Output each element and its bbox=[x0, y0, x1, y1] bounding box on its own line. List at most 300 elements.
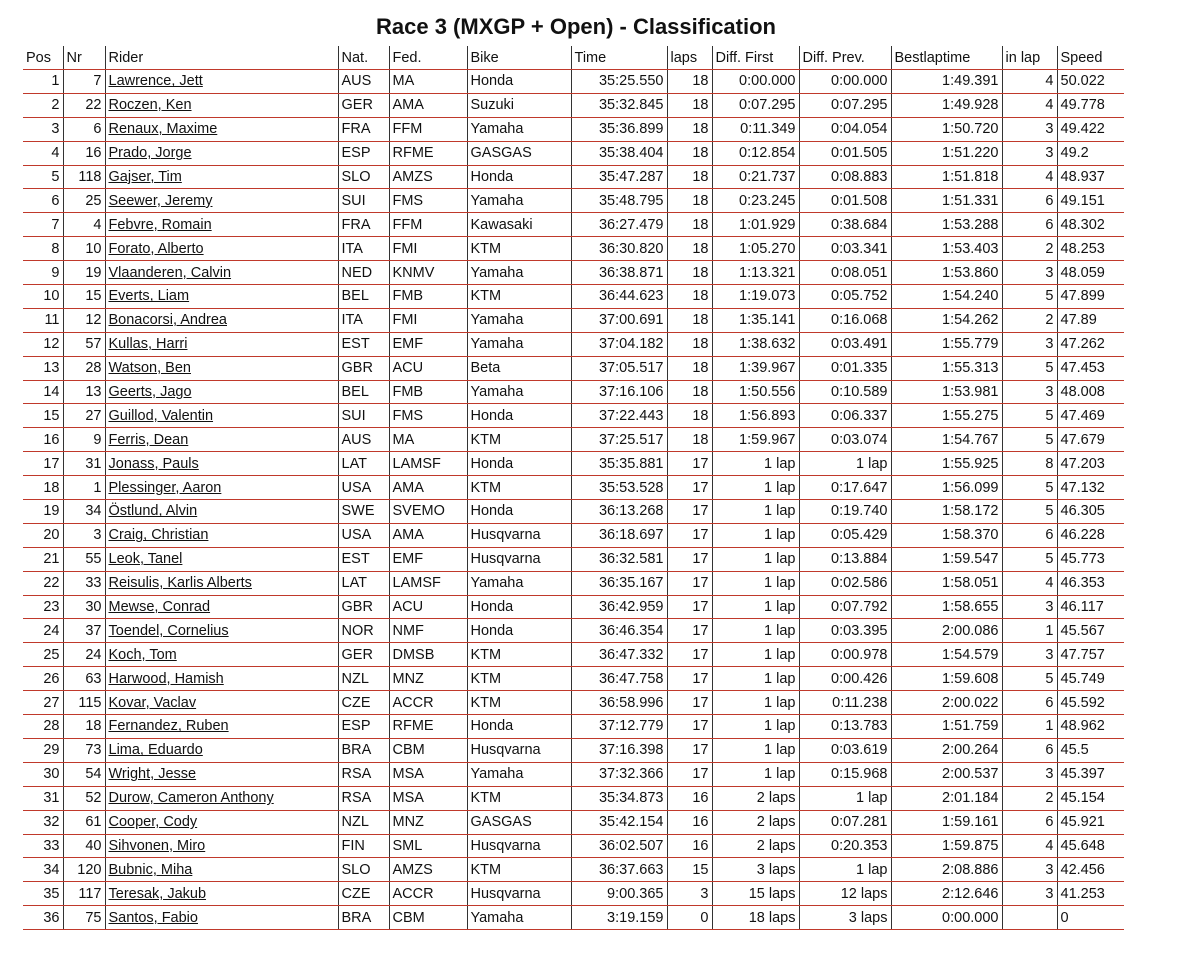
pos-cell: 3 bbox=[23, 117, 63, 141]
fed-cell: LAMSF bbox=[389, 571, 467, 595]
bestlaptime-cell: 1:58.051 bbox=[891, 571, 1002, 595]
table-row bbox=[23, 906, 1124, 930]
pos-cell: 19 bbox=[23, 500, 63, 524]
laps-cell: 18 bbox=[667, 165, 712, 189]
speed-cell: 45.397 bbox=[1057, 762, 1124, 786]
column-header-laps: laps bbox=[667, 46, 712, 70]
bestlaptime-cell: 1:53.288 bbox=[891, 213, 1002, 237]
table-row bbox=[23, 715, 1124, 739]
nat-cell: GER bbox=[338, 93, 389, 117]
table-row bbox=[23, 667, 1124, 691]
in-lap-cell: 3 bbox=[1002, 117, 1057, 141]
in-lap-cell: 5 bbox=[1002, 667, 1057, 691]
fed-cell: ACU bbox=[389, 356, 467, 380]
in-lap-cell: 2 bbox=[1002, 308, 1057, 332]
column-header-pos: Pos bbox=[23, 46, 63, 70]
pos-cell: 5 bbox=[23, 165, 63, 189]
rider-link[interactable]: Gajser, Tim bbox=[108, 169, 182, 185]
rider-link[interactable]: Mewse, Conrad bbox=[108, 599, 211, 616]
pos-cell: 7 bbox=[23, 213, 63, 237]
speed-cell: 48.253 bbox=[1057, 237, 1124, 261]
table-row bbox=[23, 691, 1124, 715]
nr-cell: 120 bbox=[63, 858, 105, 882]
fed-cell: NMF bbox=[389, 619, 467, 643]
table-row bbox=[23, 786, 1124, 810]
diff-first-cell: 18 laps bbox=[712, 906, 799, 930]
bike-cell: Honda bbox=[467, 452, 571, 476]
fed-cell: FMI bbox=[389, 237, 467, 261]
table-row bbox=[23, 858, 1124, 882]
nr-cell: 33 bbox=[63, 571, 105, 595]
table-row bbox=[23, 117, 1124, 141]
diff-first-cell: 1:19.073 bbox=[712, 285, 799, 309]
fed-cell: AMA bbox=[389, 93, 467, 117]
in-lap-cell: 6 bbox=[1002, 523, 1057, 547]
time-cell: 36:38.871 bbox=[571, 261, 667, 285]
in-lap-cell: 5 bbox=[1002, 428, 1057, 452]
pos-cell: 31 bbox=[23, 786, 63, 810]
bike-cell: Honda bbox=[467, 595, 571, 619]
pos-cell: 10 bbox=[23, 285, 63, 309]
in-lap-cell: 3 bbox=[1002, 261, 1057, 285]
rider-cell bbox=[105, 834, 338, 858]
pos-cell: 18 bbox=[23, 476, 63, 500]
time-cell: 35:53.528 bbox=[571, 476, 667, 500]
bestlaptime-cell: 2:00.022 bbox=[891, 691, 1002, 715]
rider-cell bbox=[105, 906, 338, 930]
time-cell: 35:42.154 bbox=[571, 810, 667, 834]
rider-link[interactable]: Geerts, Jago bbox=[108, 384, 192, 401]
rider-link[interactable]: Ferris, Dean bbox=[108, 431, 189, 448]
in-lap-cell: 5 bbox=[1002, 404, 1057, 428]
table-row bbox=[23, 261, 1124, 285]
table-row bbox=[23, 70, 1124, 94]
nr-cell: 34 bbox=[63, 500, 105, 524]
speed-cell: 48.008 bbox=[1057, 380, 1124, 404]
nat-cell: LAT bbox=[338, 571, 389, 595]
table-row bbox=[23, 643, 1124, 667]
column-header-bike: Bike bbox=[467, 46, 571, 70]
in-lap-cell: 1 bbox=[1002, 619, 1057, 643]
laps-cell: 15 bbox=[667, 858, 712, 882]
fed-cell: AMA bbox=[389, 476, 467, 500]
time-cell: 36:18.697 bbox=[571, 523, 667, 547]
nr-cell: 25 bbox=[63, 189, 105, 213]
bike-cell: GASGAS bbox=[467, 141, 571, 165]
bestlaptime-cell: 1:54.767 bbox=[891, 428, 1002, 452]
rider-cell bbox=[105, 786, 338, 810]
speed-cell: 47.757 bbox=[1057, 643, 1124, 667]
diff-first-cell: 2 laps bbox=[712, 810, 799, 834]
laps-cell: 0 bbox=[667, 906, 712, 930]
diff-first-cell: 0:11.349 bbox=[712, 117, 799, 141]
rider-link[interactable]: Prado, Jorge bbox=[108, 145, 192, 162]
rider-link[interactable]: Koch, Tom bbox=[108, 646, 177, 663]
diff-prev-cell: 0:05.752 bbox=[799, 285, 891, 309]
nat-cell: USA bbox=[338, 476, 389, 500]
in-lap-cell: 3 bbox=[1002, 595, 1057, 619]
bike-cell: Yamaha bbox=[467, 571, 571, 595]
rider-link[interactable]: Bubnic, Miha bbox=[108, 861, 193, 878]
table-row bbox=[23, 810, 1124, 834]
in-lap-cell bbox=[1002, 906, 1057, 930]
diff-prev-cell: 0:04.054 bbox=[799, 117, 891, 141]
nr-cell: 16 bbox=[63, 141, 105, 165]
laps-cell: 18 bbox=[667, 332, 712, 356]
table-row bbox=[23, 452, 1124, 476]
laps-cell: 18 bbox=[667, 237, 712, 261]
diff-prev-cell: 0:13.884 bbox=[799, 547, 891, 571]
diff-first-cell: 1:38.632 bbox=[712, 332, 799, 356]
rider-link[interactable]: Watson, Ben bbox=[108, 360, 191, 377]
pos-cell: 22 bbox=[23, 571, 63, 595]
table-body bbox=[23, 70, 1124, 930]
rider-link[interactable]: Durow, Cameron Anthony bbox=[108, 790, 274, 807]
rider-link[interactable]: Forato, Alberto bbox=[108, 240, 204, 257]
rider-link[interactable]: Östlund, Alvin bbox=[108, 503, 198, 520]
pos-cell: 28 bbox=[23, 715, 63, 739]
nr-cell: 30 bbox=[63, 595, 105, 619]
nr-cell: 27 bbox=[63, 404, 105, 428]
pos-cell: 4 bbox=[23, 141, 63, 165]
column-header-time: Time bbox=[571, 46, 667, 70]
time-cell: 37:05.517 bbox=[571, 356, 667, 380]
in-lap-cell: 4 bbox=[1002, 165, 1057, 189]
time-cell: 36:02.507 bbox=[571, 834, 667, 858]
diff-prev-cell: 0:20.353 bbox=[799, 834, 891, 858]
rider-link[interactable]: Wright, Jesse bbox=[108, 766, 197, 783]
time-cell: 36:27.479 bbox=[571, 213, 667, 237]
bike-cell: KTM bbox=[467, 643, 571, 667]
time-cell: 37:25.517 bbox=[571, 428, 667, 452]
bike-cell: KTM bbox=[467, 786, 571, 810]
speed-cell: 47.469 bbox=[1057, 404, 1124, 428]
nat-cell: NZL bbox=[338, 667, 389, 691]
in-lap-cell: 5 bbox=[1002, 547, 1057, 571]
diff-prev-cell: 0:01.508 bbox=[799, 189, 891, 213]
nat-cell: BEL bbox=[338, 380, 389, 404]
speed-cell: 48.937 bbox=[1057, 165, 1124, 189]
laps-cell: 18 bbox=[667, 428, 712, 452]
diff-prev-cell: 0:00.426 bbox=[799, 667, 891, 691]
bike-cell: GASGAS bbox=[467, 810, 571, 834]
speed-cell: 50.022 bbox=[1057, 70, 1124, 94]
rider-cell bbox=[105, 237, 338, 261]
pos-cell: 12 bbox=[23, 332, 63, 356]
fed-cell: FMB bbox=[389, 380, 467, 404]
bike-cell: Honda bbox=[467, 70, 571, 94]
nr-cell: 115 bbox=[63, 691, 105, 715]
speed-cell: 49.2 bbox=[1057, 141, 1124, 165]
pos-cell: 34 bbox=[23, 858, 63, 882]
bestlaptime-cell: 2:12.646 bbox=[891, 882, 1002, 906]
laps-cell: 18 bbox=[667, 189, 712, 213]
diff-prev-cell: 0:17.647 bbox=[799, 476, 891, 500]
time-cell: 35:47.287 bbox=[571, 165, 667, 189]
laps-cell: 17 bbox=[667, 500, 712, 524]
rider-cell bbox=[105, 70, 338, 94]
nat-cell: GBR bbox=[338, 356, 389, 380]
rider-cell bbox=[105, 93, 338, 117]
time-cell: 36:44.623 bbox=[571, 285, 667, 309]
nr-cell: 22 bbox=[63, 93, 105, 117]
fed-cell: MA bbox=[389, 428, 467, 452]
diff-first-cell: 1 lap bbox=[712, 715, 799, 739]
bike-cell: Yamaha bbox=[467, 189, 571, 213]
diff-first-cell: 1 lap bbox=[712, 619, 799, 643]
bike-cell: KTM bbox=[467, 476, 571, 500]
pos-cell: 9 bbox=[23, 261, 63, 285]
nr-cell: 31 bbox=[63, 452, 105, 476]
rider-link[interactable]: Everts, Liam bbox=[108, 288, 190, 305]
nr-cell: 13 bbox=[63, 380, 105, 404]
rider-link[interactable]: Harwood, Hamish bbox=[108, 670, 224, 687]
bike-cell: Yamaha bbox=[467, 906, 571, 930]
column-header-diff-first: Diff. First bbox=[712, 46, 799, 70]
rider-link[interactable]: Fernandez, Ruben bbox=[108, 718, 229, 735]
bestlaptime-cell: 1:54.579 bbox=[891, 643, 1002, 667]
table-row bbox=[23, 738, 1124, 762]
diff-prev-cell: 0:05.429 bbox=[799, 523, 891, 547]
time-cell: 3:19.159 bbox=[571, 906, 667, 930]
bike-cell: KTM bbox=[467, 237, 571, 261]
table-row bbox=[23, 237, 1124, 261]
rider-cell bbox=[105, 619, 338, 643]
diff-prev-cell: 0:02.586 bbox=[799, 571, 891, 595]
time-cell: 37:32.366 bbox=[571, 762, 667, 786]
rider-link[interactable]: Roczen, Ken bbox=[108, 97, 192, 114]
rider-link[interactable]: Sihvonen, Miro bbox=[108, 837, 206, 854]
bike-cell: KTM bbox=[467, 285, 571, 309]
rider-cell bbox=[105, 452, 338, 476]
diff-prev-cell: 0:16.068 bbox=[799, 308, 891, 332]
bike-cell: Husqvarna bbox=[467, 738, 571, 762]
time-cell: 35:34.873 bbox=[571, 786, 667, 810]
column-header-bestlaptime: Bestlaptime bbox=[891, 46, 1002, 70]
rider-link[interactable]: Lima, Eduardo bbox=[108, 742, 203, 759]
column-header-speed: Speed bbox=[1057, 46, 1124, 70]
fed-cell: RFME bbox=[389, 141, 467, 165]
rider-link[interactable]: Kullas, Harri bbox=[108, 336, 188, 353]
speed-cell: 48.302 bbox=[1057, 213, 1124, 237]
nr-cell: 75 bbox=[63, 906, 105, 930]
in-lap-cell: 4 bbox=[1002, 70, 1057, 94]
diff-first-cell: 1 lap bbox=[712, 595, 799, 619]
table-row bbox=[23, 571, 1124, 595]
fed-cell: AMA bbox=[389, 523, 467, 547]
rider-cell bbox=[105, 547, 338, 571]
rider-link[interactable]: Seewer, Jeremy bbox=[108, 192, 213, 209]
speed-cell: 49.778 bbox=[1057, 93, 1124, 117]
pos-cell: 33 bbox=[23, 834, 63, 858]
nat-cell: EST bbox=[338, 547, 389, 571]
bike-cell: Yamaha bbox=[467, 261, 571, 285]
bike-cell: KTM bbox=[467, 428, 571, 452]
page-title: Race 3 (MXGP + Open) - Classification bbox=[376, 14, 776, 39]
pos-cell: 21 bbox=[23, 547, 63, 571]
rider-link[interactable]: Cooper, Cody bbox=[108, 814, 198, 831]
pos-cell: 26 bbox=[23, 667, 63, 691]
bestlaptime-cell: 2:00.086 bbox=[891, 619, 1002, 643]
column-header-diff-prev: Diff. Prev. bbox=[799, 46, 891, 70]
fed-cell: FMB bbox=[389, 285, 467, 309]
bike-cell: Kawasaki bbox=[467, 213, 571, 237]
pos-cell: 20 bbox=[23, 523, 63, 547]
table-row bbox=[23, 547, 1124, 571]
time-cell: 37:04.182 bbox=[571, 332, 667, 356]
fed-cell: CBM bbox=[389, 738, 467, 762]
rider-link[interactable]: Guillod, Valentin bbox=[108, 407, 214, 424]
nat-cell: ESP bbox=[338, 141, 389, 165]
pos-cell: 11 bbox=[23, 308, 63, 332]
fed-cell: ACCR bbox=[389, 882, 467, 906]
nat-cell: SWE bbox=[338, 500, 389, 524]
rider-link[interactable]: Kovar, Vaclav bbox=[108, 694, 197, 711]
pos-cell: 13 bbox=[23, 356, 63, 380]
diff-prev-cell: 0:01.335 bbox=[799, 356, 891, 380]
in-lap-cell: 4 bbox=[1002, 834, 1057, 858]
diff-first-cell: 1 lap bbox=[712, 691, 799, 715]
diff-prev-cell: 3 laps bbox=[799, 906, 891, 930]
time-cell: 35:35.881 bbox=[571, 452, 667, 476]
fed-cell: FFM bbox=[389, 117, 467, 141]
in-lap-cell: 5 bbox=[1002, 285, 1057, 309]
table-row bbox=[23, 428, 1124, 452]
bestlaptime-cell: 1:54.262 bbox=[891, 308, 1002, 332]
fed-cell: MSA bbox=[389, 762, 467, 786]
time-cell: 36:13.268 bbox=[571, 500, 667, 524]
time-cell: 36:47.758 bbox=[571, 667, 667, 691]
column-header-rider: Rider bbox=[105, 46, 338, 70]
table-row bbox=[23, 308, 1124, 332]
laps-cell: 16 bbox=[667, 834, 712, 858]
diff-first-cell: 1:13.321 bbox=[712, 261, 799, 285]
laps-cell: 17 bbox=[667, 595, 712, 619]
nat-cell: FRA bbox=[338, 117, 389, 141]
nat-cell: BRA bbox=[338, 906, 389, 930]
rider-link[interactable]: Leok, Tanel bbox=[108, 551, 183, 568]
in-lap-cell: 2 bbox=[1002, 786, 1057, 810]
diff-prev-cell: 0:06.337 bbox=[799, 404, 891, 428]
pos-cell: 23 bbox=[23, 595, 63, 619]
nr-cell: 4 bbox=[63, 213, 105, 237]
rider-link[interactable]: Febvre, Romain bbox=[108, 216, 212, 233]
fed-cell: KNMV bbox=[389, 261, 467, 285]
rider-link[interactable]: Jonass, Pauls bbox=[108, 455, 199, 472]
nat-cell: CZE bbox=[338, 882, 389, 906]
speed-cell: 47.132 bbox=[1057, 476, 1124, 500]
diff-prev-cell: 0:03.074 bbox=[799, 428, 891, 452]
table-row bbox=[23, 476, 1124, 500]
laps-cell: 18 bbox=[667, 380, 712, 404]
diff-first-cell: 1 lap bbox=[712, 500, 799, 524]
bestlaptime-cell: 1:53.860 bbox=[891, 261, 1002, 285]
table-row bbox=[23, 595, 1124, 619]
diff-first-cell: 2 laps bbox=[712, 834, 799, 858]
diff-first-cell: 0:00.000 bbox=[712, 70, 799, 94]
in-lap-cell: 5 bbox=[1002, 476, 1057, 500]
rider-link[interactable]: Renaux, Maxime bbox=[108, 121, 218, 138]
rider-cell bbox=[105, 667, 338, 691]
bike-cell: Honda bbox=[467, 715, 571, 739]
nr-cell: 55 bbox=[63, 547, 105, 571]
nr-cell: 52 bbox=[63, 786, 105, 810]
bestlaptime-cell: 2:00.537 bbox=[891, 762, 1002, 786]
pos-cell: 30 bbox=[23, 762, 63, 786]
pos-cell: 24 bbox=[23, 619, 63, 643]
in-lap-cell: 6 bbox=[1002, 189, 1057, 213]
table-row bbox=[23, 500, 1124, 524]
bestlaptime-cell: 2:01.184 bbox=[891, 786, 1002, 810]
rider-link[interactable]: Teresak, Jakub bbox=[108, 885, 207, 902]
time-cell: 9:00.365 bbox=[571, 882, 667, 906]
table-row bbox=[23, 165, 1124, 189]
rider-link[interactable]: Plessinger, Aaron bbox=[108, 479, 222, 496]
fed-cell: FMS bbox=[389, 404, 467, 428]
fed-cell: ACCR bbox=[389, 691, 467, 715]
time-cell: 36:35.167 bbox=[571, 571, 667, 595]
rider-link[interactable]: Toendel, Cornelius bbox=[108, 622, 229, 639]
rider-link[interactable]: Lawrence, Jett bbox=[108, 73, 203, 90]
fed-cell: AMZS bbox=[389, 165, 467, 189]
speed-cell: 45.154 bbox=[1057, 786, 1124, 810]
time-cell: 36:30.820 bbox=[571, 237, 667, 261]
bike-cell: Yamaha bbox=[467, 308, 571, 332]
rider-link[interactable]: Bonacorsi, Andrea bbox=[108, 312, 227, 329]
rider-cell bbox=[105, 380, 338, 404]
bestlaptime-cell: 1:53.403 bbox=[891, 237, 1002, 261]
rider-link[interactable]: Craig, Christian bbox=[108, 527, 209, 544]
laps-cell: 17 bbox=[667, 643, 712, 667]
pos-cell: 16 bbox=[23, 428, 63, 452]
rider-link[interactable]: Santos, Fabio bbox=[108, 909, 198, 926]
in-lap-cell: 6 bbox=[1002, 738, 1057, 762]
pos-cell: 32 bbox=[23, 810, 63, 834]
bestlaptime-cell: 1:59.608 bbox=[891, 667, 1002, 691]
bike-cell: Suzuki bbox=[467, 93, 571, 117]
rider-cell bbox=[105, 356, 338, 380]
rider-cell bbox=[105, 189, 338, 213]
bestlaptime-cell: 0:00.000 bbox=[891, 906, 1002, 930]
in-lap-cell: 4 bbox=[1002, 93, 1057, 117]
bike-cell: Honda bbox=[467, 619, 571, 643]
rider-cell bbox=[105, 523, 338, 547]
speed-cell: 47.89 bbox=[1057, 308, 1124, 332]
classification-table bbox=[23, 46, 1124, 930]
nr-cell: 117 bbox=[63, 882, 105, 906]
table-row bbox=[23, 762, 1124, 786]
speed-cell: 49.151 bbox=[1057, 189, 1124, 213]
rider-link[interactable]: Reisulis, Karlis Alberts bbox=[108, 575, 252, 592]
time-cell: 36:46.354 bbox=[571, 619, 667, 643]
pos-cell: 8 bbox=[23, 237, 63, 261]
bike-cell: Yamaha bbox=[467, 117, 571, 141]
bike-cell: Honda bbox=[467, 165, 571, 189]
diff-first-cell: 0:12.854 bbox=[712, 141, 799, 165]
in-lap-cell: 6 bbox=[1002, 213, 1057, 237]
nr-cell: 10 bbox=[63, 237, 105, 261]
rider-cell bbox=[105, 643, 338, 667]
bestlaptime-cell: 1:50.720 bbox=[891, 117, 1002, 141]
speed-cell: 48.962 bbox=[1057, 715, 1124, 739]
rider-link[interactable]: Vlaanderen, Calvin bbox=[108, 264, 232, 281]
nat-cell: GER bbox=[338, 643, 389, 667]
nr-cell: 40 bbox=[63, 834, 105, 858]
fed-cell: DMSB bbox=[389, 643, 467, 667]
bestlaptime-cell: 1:55.275 bbox=[891, 404, 1002, 428]
diff-first-cell: 1 lap bbox=[712, 523, 799, 547]
in-lap-cell: 3 bbox=[1002, 380, 1057, 404]
